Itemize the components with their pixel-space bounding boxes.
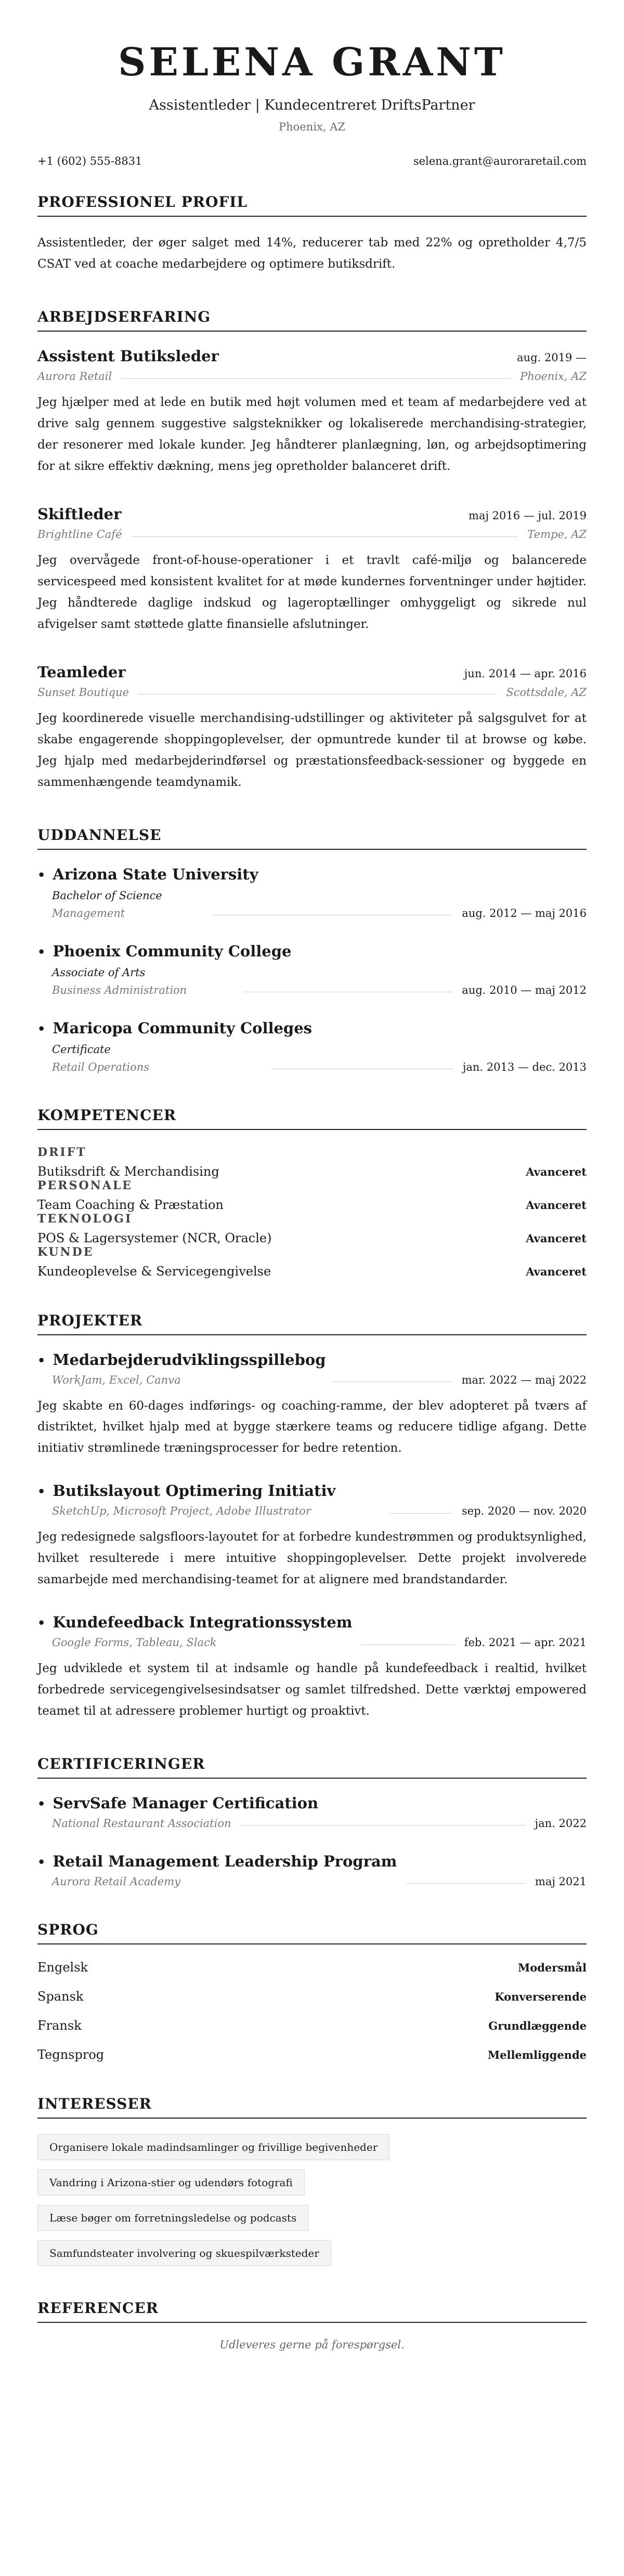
skill-group [37,1146,587,1179]
education-entry [37,1019,587,1073]
bullet-icon: • [37,1796,46,1811]
field-of-study: Business Administration [52,983,187,996]
project-date: sep. 2020 — nov. 2020 [461,1505,587,1518]
project-tools: Google Forms, Tableau, Slack [52,1636,217,1649]
certification-issuer: Aurora Retail Academy [52,1875,181,1888]
section-title: PROFESSIONEL PROFIL [37,193,587,217]
job-entry [37,505,587,635]
job-description: Jeg overvågede front-of-house-operationer i et travlt café-miljø og balancerede servicespeed med konsistent kvalitet for at møde kundernes forventninger under højtider. Jeg håndterede daglige indskud og lageroptællinger omhyggeligt og sikrede nul afvigelser samt støttede glatte finansielle afslutninger. [37,554,587,631]
skill-name: Butiksdrift & Merchandising [37,1164,219,1179]
projects-section [37,1312,587,1722]
certification-issuer: National Restaurant Association [52,1817,231,1830]
job-entry [37,347,587,477]
leader-line [406,1883,526,1884]
job-title: Teamleder [37,663,126,681]
job-date: aug. 2019 — [517,351,587,364]
section-title: INTERESSER [37,2095,587,2119]
language-row [37,2018,587,2033]
language-level: Konverserende [495,1990,587,2003]
education-entry [37,865,587,919]
phone: +1 (602) 555-8831 [37,155,142,168]
bullet-icon: • [37,1615,46,1631]
language-level: Mellemliggende [487,2048,587,2061]
project-entry [37,1613,587,1722]
job-entry [37,663,587,793]
degree: Bachelor of Science [52,889,162,902]
degree: Certificate [52,1043,111,1056]
profile-section [37,193,587,275]
section-title: ARBEJDSERFARING [37,308,587,332]
bullet-icon: • [37,1484,46,1500]
job-title: Skiftleder [37,505,122,523]
school-name: Phoenix Community College [53,942,292,960]
language-name: Tegnsprog [37,2047,105,2062]
certifications-section [37,1755,587,1888]
contact-row [37,155,587,167]
job-company: Brightline Café [37,528,122,541]
certification-name: ServSafe Manager Certification [53,1794,319,1812]
job-location: Scottsdale, AZ [506,686,587,699]
leader-line [121,378,511,379]
skill-name: Team Coaching & Præstation [37,1197,224,1212]
project-entry [37,1482,587,1591]
skill-level: Avanceret [526,1165,587,1178]
job-company: Sunset Boutique [37,686,129,699]
language-name: Fransk [37,2018,82,2033]
skill-group [37,1245,587,1279]
job-description: Jeg hjælper med at lede en butik med højt volumen med et team af medarbejdere ved at drive salg gennem suggestive salgsteknikker og lokaliserede merchandising-strategier, der resonerer med lokale kunder. Jeg håndterer planlægning, løn, og arbejdsoptimering for at sikre effektiv dækning, mens jeg opretholder balanceret drift. [37,396,587,474]
school-name: Maricopa Community Colleges [53,1019,312,1037]
skill-category: KUNDE [37,1245,94,1259]
school-name: Arizona State University [53,865,258,883]
profile-text: Assistentleder, der øger salget med 14%, reducerer tab med 22% og opretholder 4,7/5 CSAT ved at coache medarbejdere og optimere butiksdrift. [37,236,587,271]
experience-section [37,308,587,793]
project-entry [37,1351,587,1460]
job-location: Tempe, AZ [527,528,587,541]
languages-section [37,1921,587,2062]
interest-tag: Organisere lokale madindsamlinger og frivillige begivenheder [37,2134,389,2160]
bullet-icon: • [37,867,46,883]
job-date: jun. 2014 — apr. 2016 [464,667,587,680]
interest-tag: Samfundsteater involvering og skuespilværksteder [37,2240,331,2266]
education-section [37,826,587,1073]
skill-level: Avanceret [526,1231,587,1245]
certification-entry [37,1852,587,1888]
project-tools: SketchUp, Microsoft Project, Adobe Illustrator [52,1505,311,1518]
email: selena.grant@auroraretail.com [413,155,587,168]
certification-entry [37,1794,587,1830]
section-title: PROJEKTER [37,1312,587,1335]
project-date: mar. 2022 — maj 2022 [461,1373,587,1386]
interest-tag: Læse bøger om forretningsledelse og podcasts [37,2205,308,2231]
job-company: Aurora Retail [37,370,112,383]
leader-line [131,536,518,537]
bullet-icon: • [37,944,46,960]
location: Phoenix, AZ [279,121,345,134]
skill-level: Avanceret [526,1265,587,1278]
skill-category: DRIFT [37,1145,87,1159]
language-row [37,1960,587,1975]
section-title: REFERENCER [37,2299,587,2323]
leader-line [390,1513,452,1514]
project-name: Butikslayout Optimering Initiativ [53,1482,336,1500]
job-title: Assistent Butiksleder [37,347,219,365]
section-title: UDDANNELSE [37,826,587,850]
skill-level: Avanceret [526,1198,587,1212]
candidate-name: SELENA GRANT [118,40,506,85]
project-date: feb. 2021 — apr. 2021 [464,1636,587,1649]
project-description: Jeg redesignede salgsfloors-layoutet for at forbedre kundestrømmen og produktsynlighed, hvilket resulterede i mere intuitive shoppingoplevelser. Dette projekt involverede samarbejde med merchandising-teamet for at alignere med brandstandarder. [37,1530,587,1587]
section-title: CERTIFICERINGER [37,1755,587,1779]
degree: Associate of Arts [52,966,146,979]
certification-date: jan. 2022 [535,1817,587,1830]
project-name: Kundefeedback Integrationssystem [53,1613,353,1632]
job-location: Phoenix, AZ [520,370,587,383]
certification-name: Retail Management Leadership Program [53,1852,397,1870]
skill-name: POS & Lagersystemer (NCR, Oracle) [37,1230,272,1245]
project-description: Jeg udviklede et system til at indsamle og handle på kundefeedback i realtid, hvilket forbedrede servicegengivelsesindsatser og samlet tilfredshed. Dette værktøj empowered teamet til at adressere problemer hurtigt og proaktivt. [37,1662,587,1718]
language-name: Engelsk [37,1960,88,1975]
job-description: Jeg koordinerede visuelle merchandising-udstillinger og aktiviteter på salgsgulvet for at skabe engagerende shoppingoplevelser, der opmuntrede kunder til at browse og købe. Jeg hjalp med medarbejderindførsel og præstationsfeedback-sessioner og byggede en sammenhængende teamdynamik. [37,711,587,789]
language-level: Grundlæggende [488,2019,587,2032]
references-text: Udleveres gerne på forespørgsel. [219,2338,405,2351]
bullet-icon: • [37,1352,46,1368]
interests-section [37,2095,587,2276]
field-of-study: Management [52,906,125,919]
skill-group [37,1179,587,1212]
education-date: aug. 2012 — maj 2016 [462,906,587,919]
skill-category: TEKNOLOGI [37,1212,133,1226]
bullet-icon: • [37,1854,46,1870]
language-row [37,2047,587,2062]
skill-category: PERSONALE [37,1178,133,1192]
headline: Assistentleder | Kundecentreret DriftsPartner [149,97,475,114]
job-date: maj 2016 — jul. 2019 [469,509,587,522]
project-tools: WorkJam, Excel, Canva [52,1373,181,1386]
language-level: Modersmål [518,1961,587,1974]
education-date: jan. 2013 — dec. 2013 [462,1060,587,1073]
project-name: Medarbejderudviklingsspillebog [53,1350,326,1369]
education-entry [37,942,587,996]
language-name: Spansk [37,1989,84,2004]
bullet-icon: • [37,1021,46,1036]
skills-section [37,1107,587,1279]
section-title: KOMPETENCER [37,1107,587,1130]
education-date: aug. 2010 — maj 2012 [462,983,587,996]
skill-group [37,1212,587,1245]
project-description: Jeg skabte en 60-dages indførings- og coaching-ramme, der blev adopteret på tværs af distriktet, hvilket hjalp med at bygge stærkere teams og reducere tidlige afgang. Dette initiativ strømlinede træningsprocesser for bedre retention. [37,1399,587,1455]
section-title: SPROG [37,1921,587,1944]
certification-date: maj 2021 [535,1875,587,1888]
references-section [37,2299,587,2351]
interest-tag: Vandring i Arizona-stier og udendørs fotografi [37,2170,305,2196]
field-of-study: Retail Operations [52,1060,150,1073]
skill-name: Kundeoplevelse & Servicegengivelse [37,1264,271,1279]
language-row [37,1989,587,2004]
